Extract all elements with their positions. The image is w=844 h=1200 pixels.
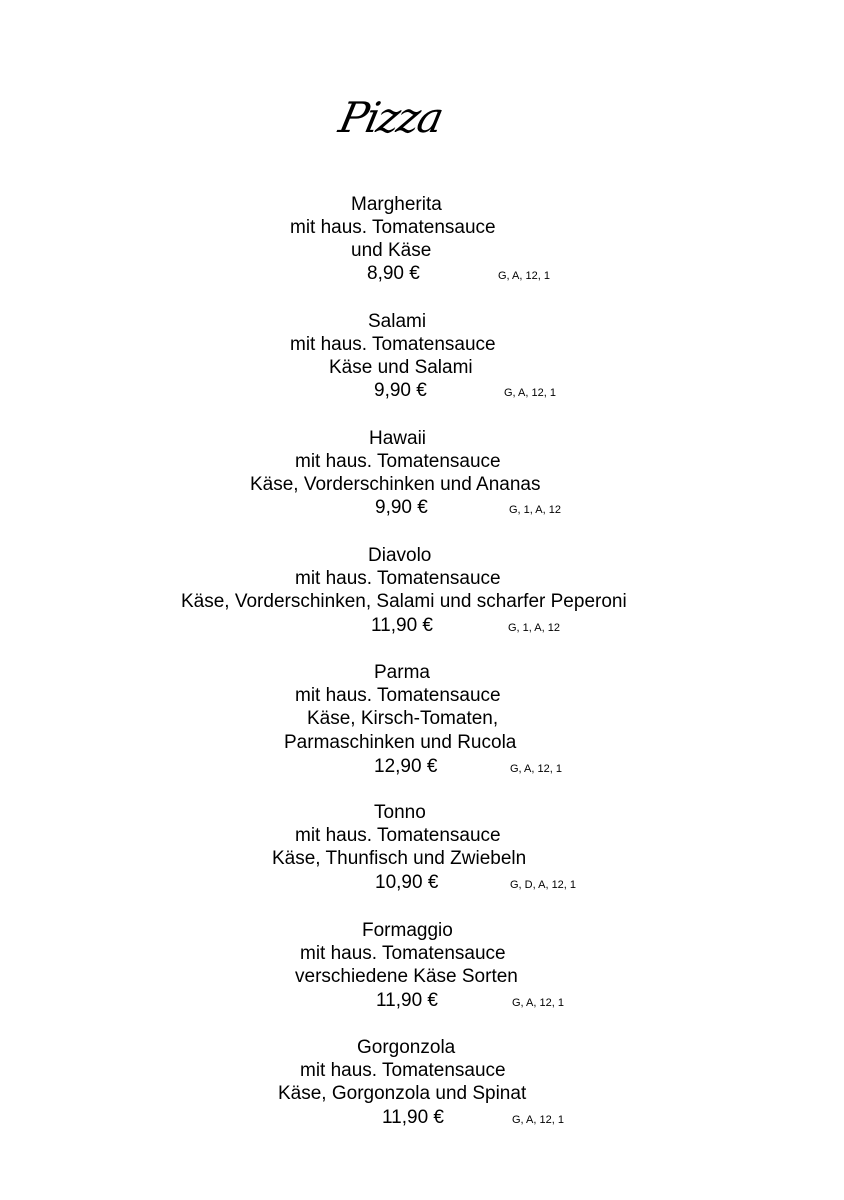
item-allergens: G, A, 12, 1 [512,997,564,1009]
item-description: mit haus. Tomatensauce [290,217,496,238]
item-name: Hawaii [369,428,427,449]
item-description: mit haus. Tomatensauce [295,825,501,846]
item-description: Käse, Kirsch-Tomaten, [307,708,499,729]
item-description: Käse, Vorderschinken, Salami und scharfer Peperoni [181,591,627,612]
item-description: Käse und Salami [329,357,473,378]
item-price: 10,90 € [375,872,439,893]
item-name: Margherita [351,194,442,215]
item-name: Gorgonzola [357,1037,456,1058]
item-description: Käse, Thunfisch und Zwiebeln [272,848,527,869]
item-description: verschiedene Käse Sorten [295,966,518,987]
item-description: mit haus. Tomatensauce [300,1060,506,1081]
item-allergens: G, 1, A, 12 [509,504,561,516]
item-name: Parma [374,662,430,683]
item-description: mit haus. Tomatensauce [300,943,506,964]
item-allergens: G, A, 12, 1 [504,387,556,399]
item-description: Parmaschinken und Rucola [284,732,517,753]
item-name: Formaggio [362,920,453,941]
item-allergens: G, A, 12, 1 [498,270,550,282]
item-price: 11,90 € [371,615,433,636]
item-name: Salami [368,311,427,332]
item-price: 11,90 € [376,990,438,1011]
item-allergens: G, A, 12, 1 [510,763,562,775]
item-price: 9,90 € [375,497,428,518]
item-allergens: G, A, 12, 1 [512,1114,564,1126]
item-description: und Käse [351,240,432,261]
item-description: mit haus. Tomatensauce [295,568,501,589]
item-description: Käse, Vorderschinken und Ananas [250,474,541,495]
item-allergens: G, 1, A, 12 [508,622,560,634]
item-name: Tonno [374,802,426,823]
item-description: mit haus. Tomatensauce [295,685,501,706]
item-price: 8,90 € [367,263,420,284]
item-price: 9,90 € [374,380,427,401]
item-name: Diavolo [368,545,432,566]
item-description: mit haus. Tomatensauce [295,451,501,472]
item-description: mit haus. Tomatensauce [290,334,496,355]
item-description: Käse, Gorgonzola und Spinat [278,1083,527,1104]
menu-title: Pizza [334,93,447,142]
item-allergens: G, D, A, 12, 1 [510,879,577,891]
item-price: 11,90 € [382,1107,444,1128]
item-price: 12,90 € [374,756,438,777]
